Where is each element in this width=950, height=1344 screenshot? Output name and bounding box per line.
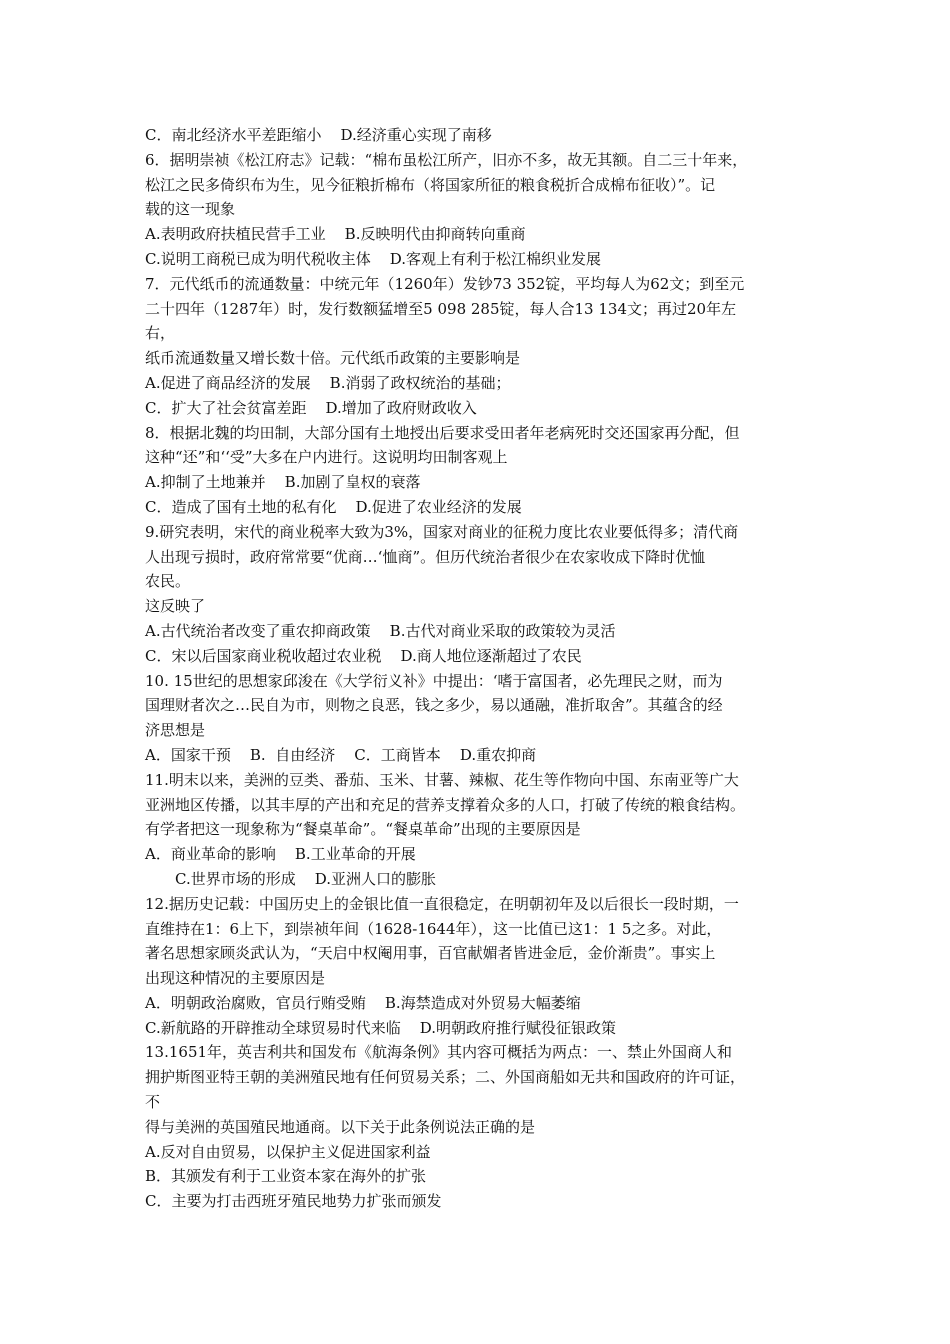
- option-line: A．商业革命的影响 B.工业革命的开展: [145, 845, 416, 864]
- option-line: A.促进了商品经济的发展 B.消弱了政权统治的基础；: [145, 373, 511, 392]
- text-line: 松江之民多倚织布为生，见今征粮折棉布（将国家所征的粮食税折合成棉布征收）”。记: [145, 175, 716, 194]
- text-line: 亚洲地区传播，以其丰厚的产出和充足的营养支撑着众多的人口，打破了传统的粮食结构。: [145, 795, 746, 814]
- question-11-stem: 11.明末以来，美洲的豆类、番茄、玉米、甘薯、辣椒、花生等作物向中国、东南亚等广大: [145, 770, 739, 789]
- option-line: C．扩大了社会贫富差距 D.增加了政府财政收入: [145, 398, 477, 417]
- text-line: 这反映了: [145, 597, 206, 616]
- text-line: C．南北经济水平差距缩小 D.经济重心实现了南移: [145, 126, 492, 144]
- question-9-stem: 9.研究表明，宋代的商业税率大致为3%，国家对商业的征税力度比农业要低得多；清代商: [145, 522, 739, 541]
- option-line: B．其颁发有利于工业资本家在海外的扩张: [145, 1167, 427, 1186]
- question-13-stem: 13.1651年，英吉利共和国发布《航海条例》其内容可概括为两点：一、禁止外国商人和: [145, 1043, 733, 1062]
- question-10-stem: 10. 15世纪的思想家邱浚在《大学衍义补》中提出：‘嗜于富国者，必先理民之财，而为: [145, 671, 723, 690]
- text-line: 直维持在1：6上下，到崇祯年间（1628-1644年），这一比值已这1：1 5之多。对此，: [145, 919, 722, 938]
- option-line: A.反对自由贸易，以保护主义促进国家利益: [145, 1142, 431, 1161]
- question-7-stem: 7．元代纸币的流通数量：中统元年（1260年）发钞73 352锭，平均每人为62文；到至元: [145, 274, 745, 293]
- question-6-stem: 6．据明崇祯《松江府志》记载：“棉布虽松江所产，旧亦不多，故无其额。自二三十年来，: [145, 150, 748, 169]
- text-line: 得与美洲的英国殖民地通商。以下关于此条例说法正确的是: [145, 1117, 536, 1136]
- text-line: 右，: [145, 324, 176, 343]
- option-line: C.说明工商税已成为明代税收主体 D.客观上有利于松江棉织业发展: [145, 249, 602, 268]
- question-8-stem: 8．根据北魏的均田制，大部分国有土地授出后要求受田者年老病死时交还国家再分配，但: [145, 423, 740, 442]
- text-line: 有学者把这一现象称为“餐桌革命”。“餐桌革命”出现的主要原因是: [145, 820, 581, 839]
- option-line: C.世界市场的形成 D.亚洲人口的膨胀: [175, 869, 437, 888]
- text-line: 著名思想家顾炎武认为，“天启中权阉用事，百官献媚者皆进金卮，金价渐贵”。事实上: [145, 944, 716, 963]
- option-line: A．国家干预 B. 自由经济 C．工商皆本 D.重农抑商: [145, 745, 537, 764]
- text-line: 纸币流通数量又增长数十倍。元代纸币政策的主要影响是: [145, 349, 521, 368]
- option-line: C.新航路的开辟推动全球贸易时代来临 D.明朝政府推行赋役征银政策: [145, 1018, 617, 1037]
- option-line: C．主要为打击西班牙殖民地势力扩张而颁发: [145, 1192, 442, 1211]
- text-line: 二十四年（1287年）时，发行数额猛增至5 098 285锭，每人合13 134文；再过20年左: [145, 299, 737, 318]
- text-line: 出现这种情况的主要原因是: [145, 969, 326, 988]
- text-line: 载的这一现象: [145, 200, 236, 219]
- text-line: 拥护斯图亚特王朝的美洲殖民地有任何贸易关系；二、外国商船如无共和国政府的许可证，: [145, 1068, 746, 1087]
- option-line: C．宋以后国家商业税收超过农业税 D.商人地位逐渐超过了农民: [145, 646, 582, 665]
- option-line: A.古代统治者改变了重农抑商政策 B.古代对商业采取的政策较为灵活: [145, 621, 616, 640]
- text-line: 人出现亏损时，政府常常要“优商…‘恤商”。但历代统治者很少在农家收成下降时优恤: [145, 547, 706, 566]
- text-line: 国理财者次之…民自为市，则物之良恶，钱之多少，易以通融，准折取舍”。其蕴含的经: [145, 696, 723, 715]
- question-12-stem: 12.据历史记载：中国历史上的金银比值一直很稳定，在明朝初年及以后很长一段时期，一: [145, 894, 739, 913]
- option-line: C．造成了国有土地的私有化 D.促进了农业经济的发展: [145, 497, 522, 516]
- exam-text-body: [145, 123, 825, 1214]
- option-line: A.抑制了土地兼并 B.加剧了皇权的衰落: [145, 473, 421, 492]
- text-line: 这种“还”和‘‘受”大多在户内进行。这说明均田制客观上: [145, 448, 508, 467]
- text-line: 济思想是: [145, 721, 206, 740]
- option-line: A.表明政府扶植民营手工业 B.反映明代由抑商转向重商: [145, 225, 526, 244]
- text-line: 不: [145, 1093, 161, 1112]
- option-line: A．明朝政治腐败，官员行贿受贿 B.海禁造成对外贸易大幅萎缩: [145, 993, 581, 1012]
- text-line: 农民。: [145, 572, 191, 591]
